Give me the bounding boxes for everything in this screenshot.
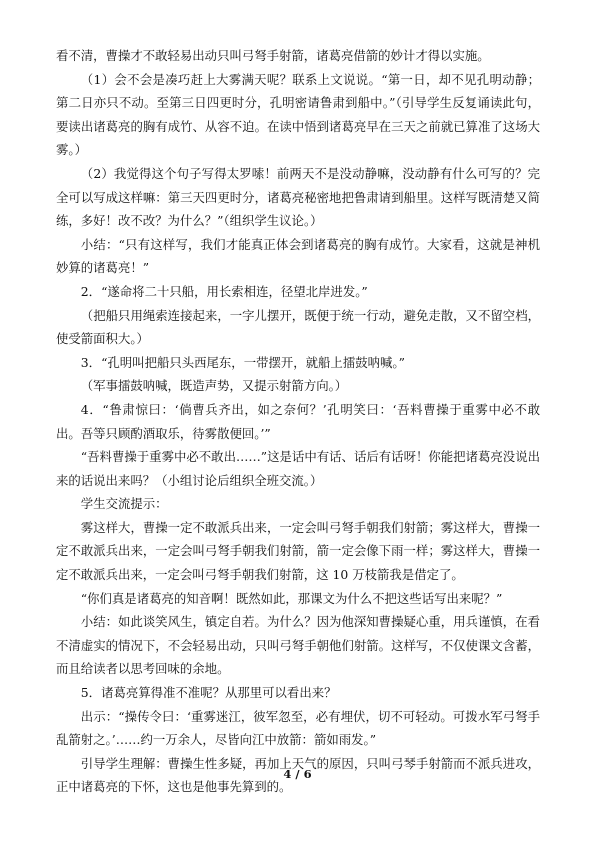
paragraph: 4．“鲁肃惊曰：‘倘曹兵齐出，如之奈何？’孔明笑曰：‘吾料曹操于重雾中必不敢出。吾等只顾酌酒取乐，待雾散便回。’” (56, 401, 540, 441)
paragraph: 2．“遂命将二十只船，用长索相连，径望北岸进发。” (80, 283, 368, 299)
paragraph: 引导学生理解：曹操生性多疑，再加上天气的原因，只叫弓琴手射箭而不派兵进攻，正中诸葛亮的下怀，这也是他事先算到的。 (56, 755, 540, 795)
paragraph: （把船只用绳索连接起来，一字儿摆开，既便于统一行动，避免走散，又不留空档，使受箭面积大。） (56, 307, 540, 347)
paragraph: 看不清，曹操才不敢轻易出动只叫弓弩手射箭，诸葛亮借箭的妙计才得以实施。 (56, 48, 490, 63)
paragraph: （1）会不会是凑巧赶上大雾满天呢？联系上文说说。“第一日，却不见孔明动静；第二日亦只不动。至第三日四更时分，孔明密请鲁肃到船中。”（引导学生反复诵读此句，要读出诸葛亮的胸有成竹、从容不迫。在读中悟到诸葛亮早在三天之前就已算准了这场大雾。） (56, 71, 540, 158)
paragraph: 小结：“只有这样写，我们才能真正体会到诸葛亮的胸有成竹。大家看，这就是神机妙算的诸葛亮！” (56, 236, 540, 276)
paragraph: 出示：“操传令曰：‘重雾迷江，彼军忽至，必有埋伏，切不可轻动。可拨水军弓弩手乱箭射之。’……约一万余人，尽皆向江中放箭：箭如雨发。” (56, 708, 540, 748)
paragraph: 小结：如此谈笑风生，镇定自若。为什么？因为他深知曹操疑心重，用兵谨慎，在看不清虚实的情况下，不会轻易出动，只叫弓弩手朝他们射箭。这样写，不仅使课文含蓄，而且给读者以思考回味的余地。 (56, 614, 540, 677)
paragraph: （2）我觉得这个句子写得太罗嗦！前两天不是没动静嘛，没动静有什么可写的？完全可以写成这样嘛：第三天四更时分，诸葛亮秘密地把鲁肃请到船里。这样写既清楚又简练，多好！改不改？为什么？”（组织学生议论。） (56, 165, 540, 229)
paragraph: 3．“孔明叫把船只头西尾东，一带摆开，就船上擂鼓呐喊。” (80, 354, 405, 370)
paragraph: “你们真是诸葛亮的知音啊！既然如此，那课文为什么不把这些话写出来呢？” (80, 590, 503, 606)
page-number: 4 / 6 (283, 767, 312, 781)
paragraph: 学生交流提示： (80, 496, 168, 512)
document-body (56, 44, 540, 799)
paragraph: “吾料曹操于重雾中必不敢出……”这是话中有话、话后有话呀！你能把诸葛亮没说出来的话说出来吗？（小组讨论后组织全班交流。） (56, 449, 540, 488)
paragraph: 5．诸葛亮算得准不准呢？从那里可以看出来？ (80, 685, 337, 701)
paragraph: （军事擂鼓呐喊，既造声势，又提示射箭方向。） (80, 378, 348, 394)
paragraph: 雾这样大，曹操一定不敢派兵出来，一定会叫弓弩手朝我们射箭；雾这样大，曹操一定不敢派兵出来，一定会叫弓弩手朝我们射箭，箭一定会像下雨一样；雾这样大，曹操一定不敢派兵出来，一定会叫弓弩手朝我们射箭，这 10 万枝箭我是借定了。 (56, 519, 540, 583)
